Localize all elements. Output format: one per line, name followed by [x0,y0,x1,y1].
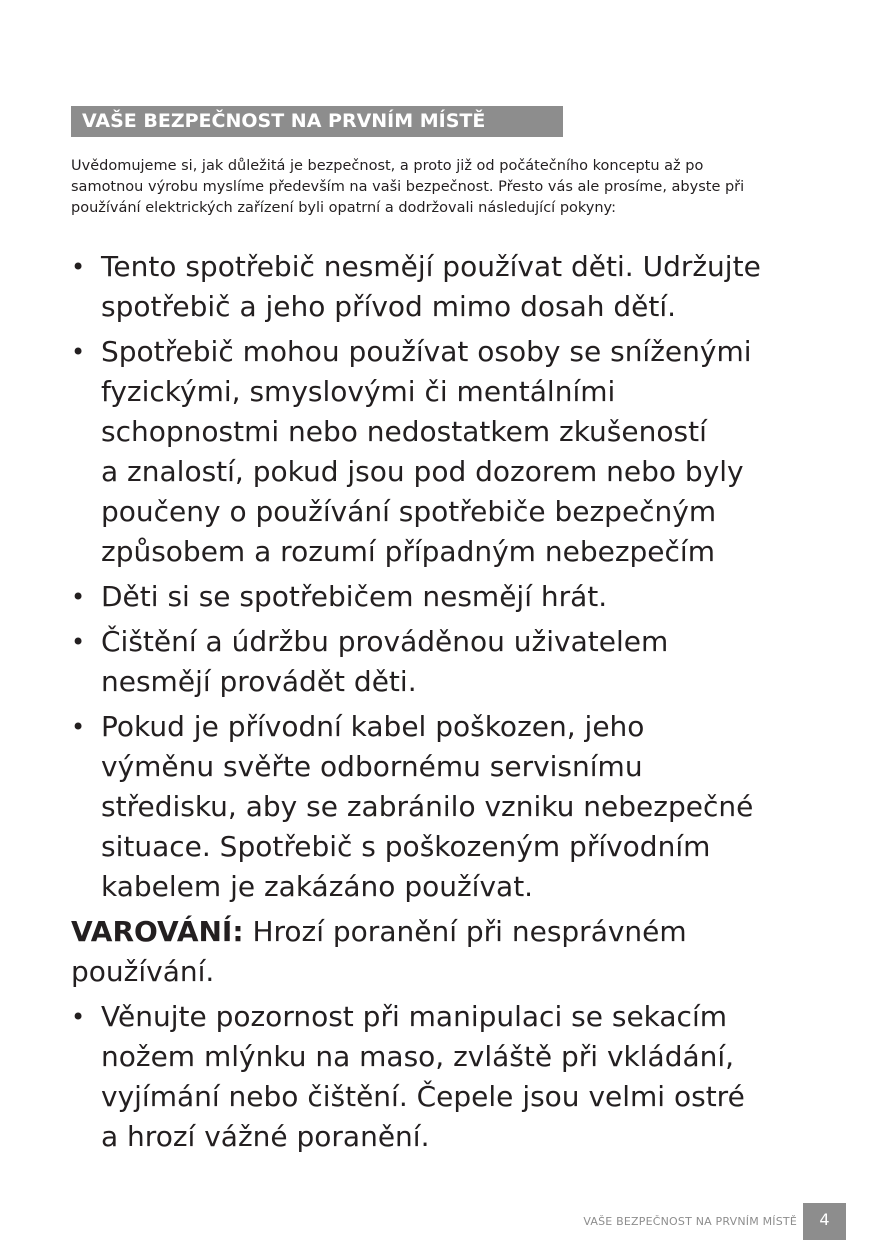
list-item-line: nesmějí provádět děti. [101,665,417,698]
list-item-line: způsobem a rozumí případným nebezpečím [101,535,715,568]
list-item-line: situace. Spotřebič s poškozeným přívodním [101,830,711,863]
page-footer [583,1203,846,1240]
list-item-line: Pokud je přívodní kabel poškozen, jeho [101,710,645,743]
list-item [71,622,831,702]
intro-line: Uvědomujeme si, jak důležitá je bezpečnost, a proto již od počátečního konceptu až po [71,158,704,174]
bullet-icon: • [71,628,86,656]
warning-line: používání. [71,955,215,988]
intro-line: používání elektrických zařízení byli opatrní a dodržovali následující pokyny: [71,200,616,216]
list-item-line: Tento spotřebič nesmějí používat děti. Udržujte [101,250,761,283]
warning-note [71,912,831,992]
list-item [71,332,831,572]
bullet-icon: • [71,713,86,741]
list-item-line: Děti si se spotřebičem nesmějí hrát. [101,580,608,613]
list-item-line: a hrozí vážné poranění. [101,1120,430,1153]
list-item-line: poučeny o používání spotřebiče bezpečným [101,495,717,528]
list-item-line: Spotřebič mohou používat osoby se sníženými [101,335,752,368]
intro-line: samotnou výrobu myslíme především na vaši bezpečnost. Přesto vás ale prosíme, abyste při [71,179,745,195]
bullet-icon: • [71,1003,86,1031]
list-item-line: spotřebič a jeho přívod mimo dosah dětí. [101,290,677,323]
list-item [71,707,831,907]
bullet-icon: • [71,253,86,281]
bullet-list-2 [71,997,831,1157]
list-item [71,247,831,327]
list-item-line: Čištění a údržbu prováděnou uživatelem [101,625,669,658]
list-item-line: fyzickými, smyslovými či mentálními [101,375,616,408]
list-item-line: kabelem je zakázáno používat. [101,870,534,903]
list-item-line: schopnostmi nebo nedostatkem zkušeností [101,415,707,448]
warning-line [71,912,831,952]
list-item-line: a znalostí, pokud jsou pod dozorem nebo byly [101,455,744,488]
intro-paragraph [71,156,771,219]
warning-text: Hrozí poranění při nesprávném [243,915,687,948]
list-item-line: nožem mlýnku na maso, zvláště při vkládání, [101,1040,735,1073]
bullet-list [71,247,831,907]
list-item-line: výměnu svěřte odbornému servisnímu [101,750,643,783]
list-item [71,577,831,617]
bullet-icon: • [71,583,86,611]
list-item-line: Věnujte pozornost při manipulaci se sekacím [101,1000,727,1033]
list-item-line: vyjímání nebo čištění. Čepele jsou velmi ostré [101,1080,745,1113]
warning-label: VAROVÁNÍ: [71,915,244,948]
safety-instructions [71,247,831,1162]
section-heading: VAŠE BEZPEČNOST NA PRVNÍM MÍSTĚ [71,106,563,137]
page-number: 4 [803,1203,846,1240]
list-item-line: středisku, aby se zabránilo vzniku nebezpečné [101,790,754,823]
footer-section-title: VAŠE BEZPEČNOST NA PRVNÍM MÍSTĚ [583,1215,797,1228]
list-item [71,997,831,1157]
bullet-icon: • [71,338,86,366]
